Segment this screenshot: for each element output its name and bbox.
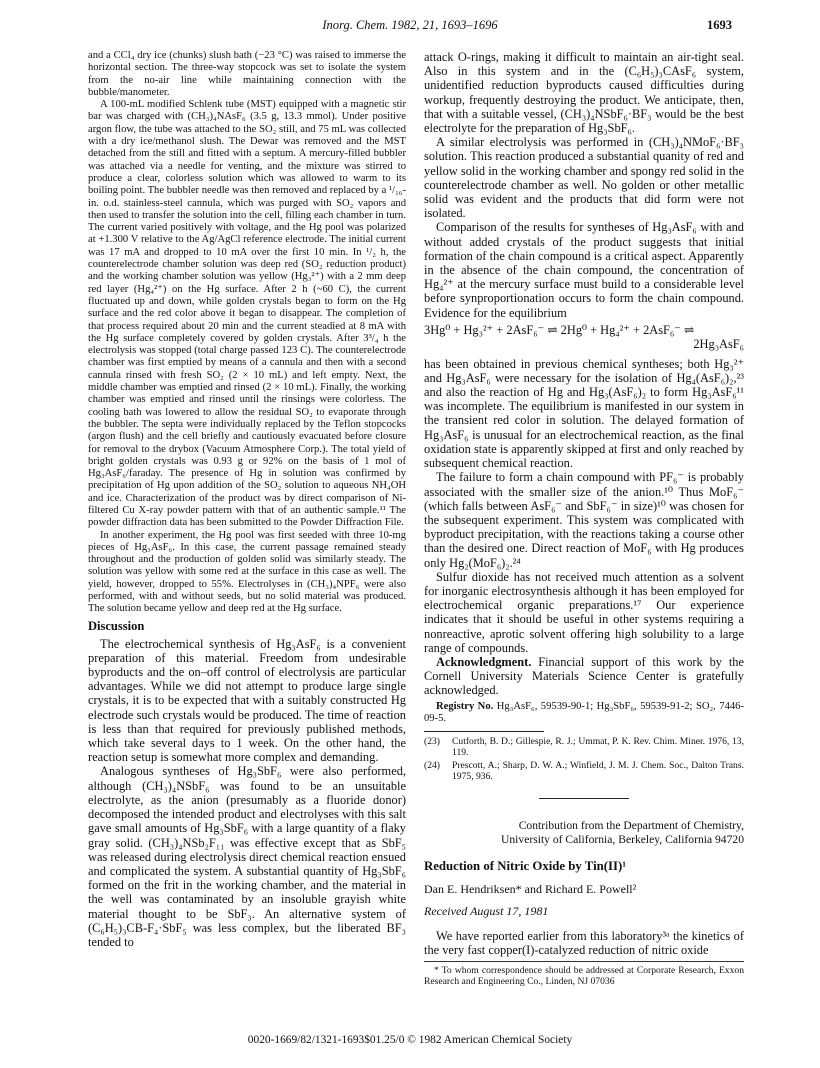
article-intro xyxy=(424,929,744,957)
contribution-line: University of California, Berkeley, California 94720 xyxy=(501,832,744,846)
experimental-text xyxy=(88,50,406,616)
discussion-continued xyxy=(424,50,744,320)
paragraph: A similar electrolysis was performed in (CH₃)₄NMoF₆·BF₃ solution. This reaction produced a substantial quanity of red and yellow solid in the working chamber and spongy red solid in the counterelectrode chamber as well. No golden or other metallic solid was evident and the products that did form were not isolated. xyxy=(424,135,744,221)
reference-number: (24) xyxy=(424,759,440,771)
references xyxy=(424,736,744,782)
paragraph: In another experiment, the Hg pool was first seeded with three 10-mg pieces of Hg₃AsF₆. In this case, the current passage remained steady throughout and the production of golden solid was similarly steady. The solution was yellow with some red at the surface in this case as well. The yield, however, dropped to 55%. Electrolyses in (CH₃)₄NPF₆ were also performed, with and without seeds, but no solid material was produced. The solution became yellow and deep red at the Hg surface. xyxy=(88,529,406,615)
acknowledgment-label: Acknowledgment. xyxy=(436,654,532,669)
reference-number: (23) xyxy=(424,736,440,748)
article-authors: Dan E. Hendriksen* and Richard E. Powell² xyxy=(424,881,637,896)
contribution-affiliation xyxy=(424,819,744,846)
article-title: Reduction of Nitric Oxide by Tin(II)¹ xyxy=(424,858,627,873)
reference-text: Cutforth, B. D.; Gillespie, R. J.; Ummat, P. K. Rev. Chim. Miner. 1976, 13, 119. xyxy=(452,736,744,759)
reference-item xyxy=(424,760,744,783)
paragraph: attack O-rings, making it difficult to maintain an air-tight seal. Also in this system and in the (C₆H₅)₃CAsF₆ system, unidentified reduction byproducts caused difficulties during workup, frequently destroying the product. We anticipate, then, that with a suitable vessel, (CH₃)₄NSbF₆·BF₃ would be the best electrolyte for the preparation of Hg₃SbF₆. xyxy=(424,50,744,136)
acknowledgment xyxy=(424,655,744,698)
right-column xyxy=(424,50,744,988)
paragraph: Analogous syntheses of Hg₃SbF₆ were also performed, although (CH₃)₄NSbF₆ was found to be an unsuitable electrolyte, as the anion (presumably as a fluoride donor) decomposed the intended product and electrolyses with this salt gave small amounts of Hg₃SbF₆ with a large quantity of a flaky gray solid. (CH₃)₄NSb₂F₁₁ was effective except that as SbF₅ was released during electrolysis direct chemical reaction ensued and complicated the system. A substantial quantity of Hg₃SbF₆ formed on the frit in the working chamber, and the material in the well was contaminated by an insoluble grayish white material thought to be SbF₃. An alternative system of (C₆H₅)₃CB-F₄·SbF₅ was less complex, but the liberated BF₃ tended to xyxy=(88,764,406,949)
acknowledgment-text: Financial support of this work by the Cornell University Materials Science Center is gratefully acknowledged. xyxy=(424,654,744,698)
paragraph: A 100-mL modified Schlenk tube (MST) equipped with a magnetic stir bar was charged with (CH₃)₄NAsF₆ (3.5 g, 13.3 mmol). Under positive argon flow, the tube was attached to the SO₂ still, and 75 mL was collected with a dry ice/methanol slush. The Dewar was removed and the MST detached from the still and fitted with a septum. A mercury-filled bubbler was attached via a needle for venting, and the mixture was stirred to produce a clear, colorless solution which was allowed to warm to its boiling point. The bubbler needle was then removed and replaced by a ¹/₁₆-in. o.d. stainless-steel cannula, which was purged with SO₂ vapors and then used to transfer the solution into the cell, filling each chamber in turn. The current varied positively with voltage, and the Hg pool was polarized at +1.300 V relative to the Ag/AgCl reference electrode. The initial current was 17 mA and dropped to 10 mA over the first 10 min. In ¹/₂ h, the counterelectrode chamber solution was deep red (SO₂ reduction product) and the working chamber solution was yellow (Hg₃²⁺) with a 2 mm deep red layer (Hg₄²⁺) on the Hg surface. After 2 h (~60 C), the current fluctuated up and down, while golden crystals began to form on the Hg surface and the red color above it began to disappear. The completion of that process required about 20 min and the current steadied at 8 mA with the Hg surface completely covered by golden crystals. After 3³/₄ h the electrolysis was stopped (total charge passed 123 C). The counterelectrode chamber was first emptied by means of a cannula and then with a second cannula rinsed with fresh SO₂ (2 × 10 mL) and left empty. Next, the middle chamber was emptied and rinsed (2 × 10 mL). Finally, the working chamber was emptied and rinsed until the rinsings were colorless. The cooling bath was lowered to allow the residual SO₂ to evaporate through the bubbler. The septa were individually replaced by the Teflon stopcocks (argon flush) and the cell briefly and cautiously evacuated before closure for removal to the drybox (Vacuum Atmosphere Corp.). The total yield of bright golden crystals was 0.93 g or 92% on the basis of 1 mol of Hg₃AsF₆/faraday. The presence of Hg in solution was confirmed by precipitation of Hg upon addition of the SO₂ solution to aqueous NH₄OH and ice. Characterization of the product was by direct comparison of Ni-filtered Cu X-ray powder pattern with that of an authentic sample.¹¹ The powder diffraction data has been submitted to the Powder Diffraction File. xyxy=(88,99,406,529)
article-separator xyxy=(539,798,629,799)
paragraph: Comparison of the results for syntheses of Hg₃AsF₆ with and without added crystals of the product suggests that initial formation of the chain compound is a critical aspect. Apparently in the absence of the chain compound, the concentration of Hg₄²⁺ at the mercury surface must build to a considerable level before synproportionation occurs to form the chain compound. Evidence for the equilibrium xyxy=(424,220,744,320)
correspondence-footnote: * To whom correspondence should be addressed at Corporate Research, Exxon Research and Engineering Co., Linden, NJ 07036 xyxy=(424,961,744,988)
equation-line-1: 3Hg⁰ + Hg₃²⁺ + 2AsF₆⁻ ⇌ 2Hg⁰ + Hg₄²⁺ + 2AsF₆⁻ ⇌ xyxy=(424,322,695,337)
page-number: 1693 xyxy=(707,18,732,32)
paragraph: Sulfur dioxide has not received much attention as a solvent for inorganic electrosynthesis although it has been employed for electrochemical organic preparations.¹⁷ Our experience indicates that it should be useful in other systems requiring a nonreactive, aprotic solvent offering high solubility to a large range of compounds. xyxy=(424,569,744,655)
page-footer: 0020-1669/82/1321-1693$01.25/0 © 1982 American Chemical Society xyxy=(247,1034,573,1046)
discussion-after-equation xyxy=(424,357,744,698)
reference-text: Prescott, A.; Sharp, D. W. A.; Winfield, J. M. J. Chem. Soc., Dalton Trans. 1975, 936. xyxy=(452,759,744,783)
discussion-text xyxy=(88,637,406,949)
journal-citation: Inorg. Chem. 1982, 21, 1693–1696 xyxy=(322,18,498,32)
paragraph: and a CCl₄ dry ice (chunks) slush bath (−23 °C) was raised to immerse the horizontal section. The three-way stopcock was set to isolate the system from the no-air line while maintaining connection with the bubble/manometer. xyxy=(88,50,406,98)
received-date: Received August 17, 1981 xyxy=(424,903,549,918)
registry-text: Hg₃AsF₆, 59539-90-1; Hg₃SbF₆, 59539-91-2; SO₂, 7446-09-5. xyxy=(424,700,744,724)
left-column xyxy=(88,50,406,949)
page-header xyxy=(88,18,732,38)
paragraph: has been obtained in previous chemical syntheses; both Hg₃²⁺ and Hg₃AsF₆ were necessary for the isolation of Hg₄(AsF₆)₂,²³ and also the reaction of Hg and Hg₃(AsF₆)₂ to form Hg₃AsF₆¹¹ was incomplete. The equilibrium is manifested in our system in the transient red color in solution. The delayed formation of Hg₃AsF₆ is unusual for an electrochemical reaction, as the final oxidation state is apparently skipped at first and only reached by subsequent chemical reaction. xyxy=(424,356,744,471)
contribution-line: Contribution from the Department of Chemistry, xyxy=(518,819,744,833)
references-divider xyxy=(424,731,544,732)
registry-label: Registry No. xyxy=(436,700,494,712)
paragraph: The electrochemical synthesis of Hg₃AsF₆ is a convenient preparation of this material. Freedom from undesirable byproducts and the on–off control of electrolysis are particular advantages. While we did not attempt to produce large single crystals, it is to be expected that with a suitably constructed Hg electrode such crystals would be produced. The time of reaction is less than that required for previously published methods, which take several days to 1 week. On the other hand, the reaction setup is somewhat more complex and demanding. xyxy=(88,636,406,765)
registry-block xyxy=(424,701,744,726)
paragraph: The failure to form a chain compound with PF₆⁻ is probably associated with the smaller size of the anion.¹⁰ Thus MoF₆⁻ (which falls between AsF₆⁻ and SbF₆⁻ in size)¹⁰ was chosen for the subsequent experiment. This system was complicated with byproduct precipitation, with the reactions taking a course other than the desired one. Direct reaction of MoF₆ with Hg produces only Hg₂(MoF₆)₂.²⁴ xyxy=(424,470,744,570)
equation-line-2: 2Hg₃AsF₆ xyxy=(693,337,744,352)
paragraph: We have reported earlier from this laboratory³ᵃ the kinetics of the very fast copper(I)-catalyzed reduction of nitric oxide xyxy=(424,928,744,957)
section-heading-discussion: Discussion xyxy=(88,618,145,633)
reference-item xyxy=(424,736,744,759)
registry-numbers xyxy=(424,701,744,726)
equilibrium-equation xyxy=(424,323,744,352)
